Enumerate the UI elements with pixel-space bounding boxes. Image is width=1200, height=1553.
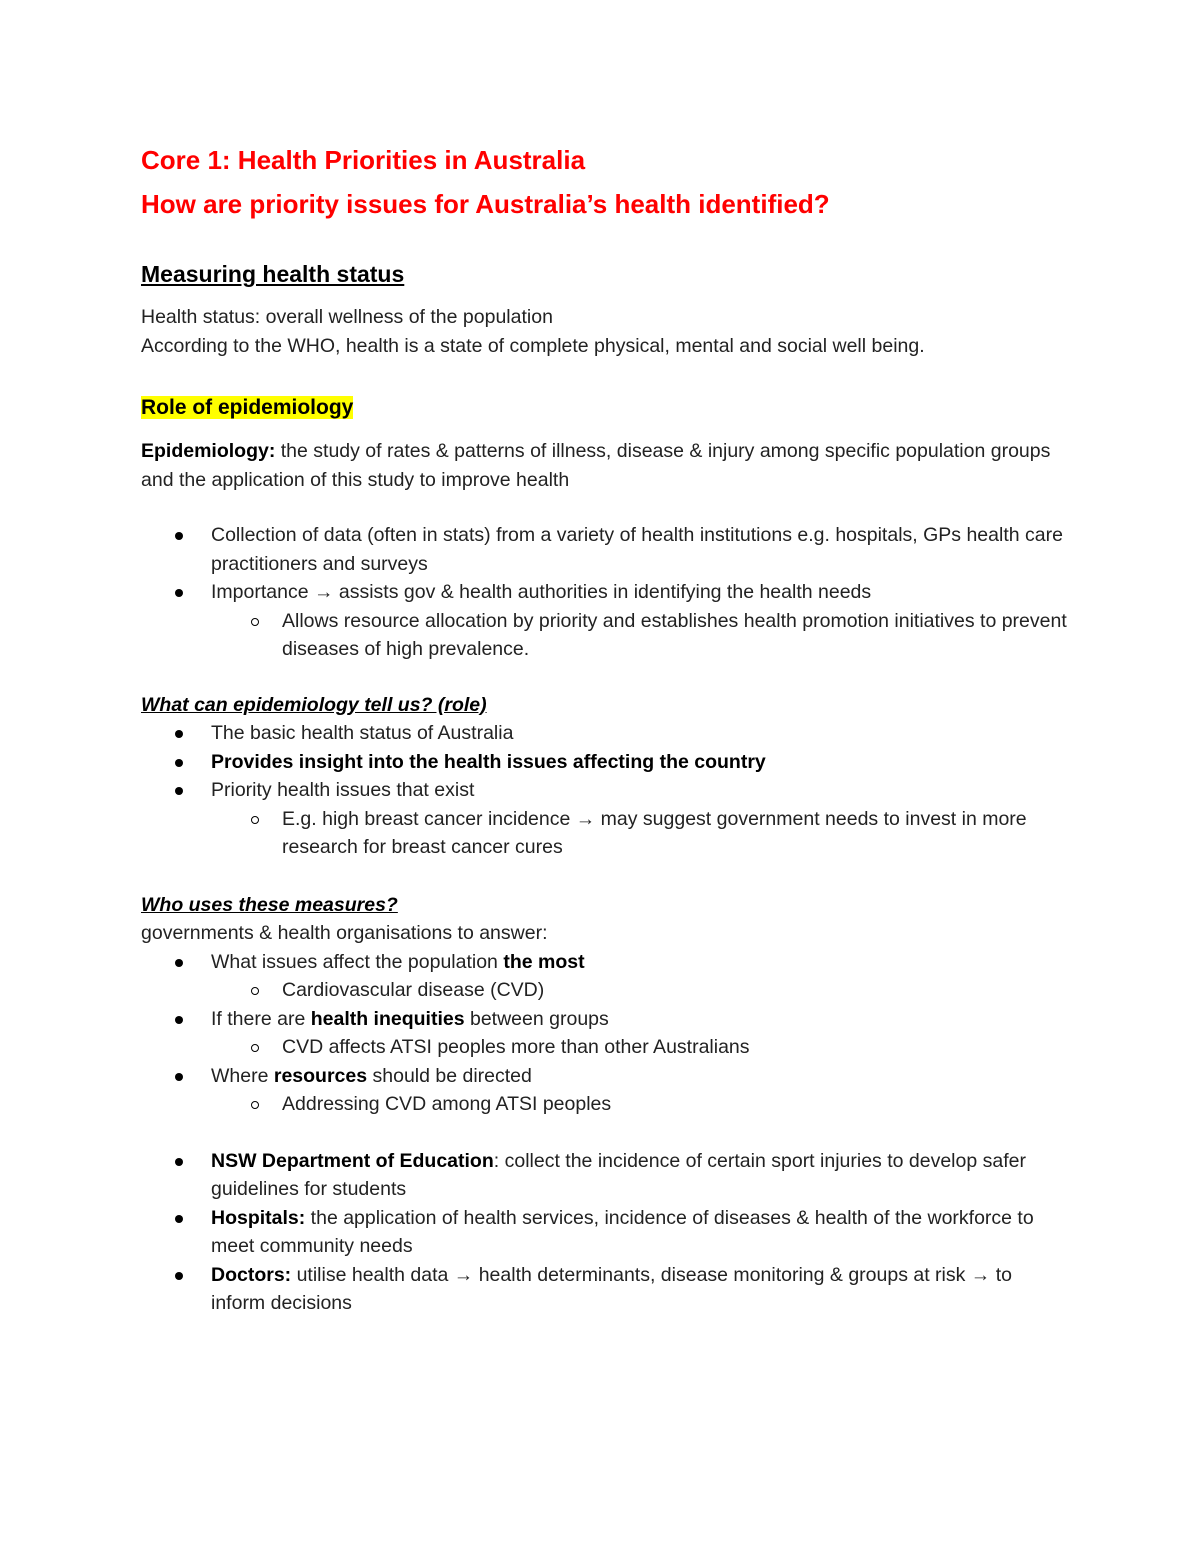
sub-list <box>141 607 1071 664</box>
bullet-icon <box>175 787 183 795</box>
sub-list-item-text: Allows resource allocation by priority and establishes health promotion initiatives to prevent diseases of high prevalence. <box>282 609 1067 660</box>
list-item-text: Importance → assists gov & health authorities in identifying the health needs <box>211 581 872 603</box>
list-item: Hospitals: the application of health services, incidence of diseases & health of the workforce to meet community needs <box>141 1204 1071 1261</box>
sub-list <box>141 1090 1071 1119</box>
list-item-text: Collection of data (often in stats) from a variety of health institutions e.g. hospitals, GPs health care practitioners and surveys <box>211 524 1063 575</box>
list-item: NSW Department of Education: collect the incidence of certain sport injuries to develop safer guidelines for students <box>141 1147 1071 1204</box>
sub-list-item <box>141 805 1071 862</box>
bullet-icon <box>175 532 183 540</box>
paragraph-who-uses-intro: governments & health organisations to answer: <box>141 922 548 944</box>
page-title: Core 1: Health Priorities in Australia <box>141 145 586 175</box>
document-page <box>141 138 1071 1318</box>
sub-list-item <box>141 607 1071 664</box>
sub-list-item-text: E.g. high breast cancer incidence → may suggest government needs to invest in more research for breast cancer cures <box>282 807 1027 858</box>
bullet-icon <box>175 759 183 767</box>
list-item: What issues affect the population the most Cardiovascular disease (CVD) <box>141 948 1071 1005</box>
heading-role-of-epidemiology: Role of epidemiology <box>141 396 354 419</box>
sub-list-item: CVD affects ATSI peoples more than other Australians <box>141 1033 1071 1062</box>
list-item: Where resources should be directed Addressing CVD among ATSI peoples <box>141 1062 1071 1119</box>
list-item <box>141 776 1071 862</box>
list-item-text: Provides insight into the health issues affecting the country <box>211 750 766 773</box>
sub-list <box>141 805 1071 862</box>
page-subtitle: How are priority issues for Australia’s health identified? <box>141 189 830 219</box>
list-item <box>141 521 1071 578</box>
users-bullet-list <box>141 1147 1071 1318</box>
list-item-text: The basic health status of Australia <box>211 722 514 744</box>
bullet-icon <box>175 1215 183 1223</box>
paragraph-health-status: Health status: overall wellness of the population <box>141 306 553 328</box>
sub-list <box>141 976 1071 1005</box>
bullet-icon <box>175 589 183 597</box>
list-item <box>141 719 1071 748</box>
list-item-text: Priority health issues that exist <box>211 779 475 801</box>
epidemiology-bullet-list <box>141 521 1071 664</box>
sub-list <box>141 1033 1071 1062</box>
hollow-bullet-icon <box>251 987 259 995</box>
bullet-icon <box>175 1016 183 1024</box>
list-item: Doctors: utilise health data → health determinants, disease monitoring & groups at risk → to inform decisions <box>141 1261 1071 1318</box>
who-uses-bullet-list <box>141 948 1071 1119</box>
list-item <box>141 748 1071 777</box>
term-epidemiology: Epidemiology: <box>141 440 276 462</box>
paragraph-who-definition: According to the WHO, health is a state of complete physical, mental and social well being. <box>141 334 925 357</box>
heading-what-can-epidemiology-tell-us: What can epidemiology tell us? (role) <box>141 693 487 716</box>
hollow-bullet-icon <box>251 618 259 626</box>
sub-list-item: Cardiovascular disease (CVD) <box>141 976 1071 1005</box>
hollow-bullet-icon <box>251 1101 259 1109</box>
sub-list-item: Addressing CVD among ATSI peoples <box>141 1090 1071 1119</box>
paragraph-epidemiology-definition <box>141 437 1071 494</box>
role-bullet-list <box>141 719 1071 862</box>
bullet-icon <box>175 1073 183 1081</box>
hollow-bullet-icon <box>251 1044 259 1052</box>
bullet-icon <box>175 1158 183 1166</box>
bullet-icon <box>175 730 183 738</box>
list-item <box>141 578 1071 664</box>
bullet-icon <box>175 1272 183 1280</box>
list-item: If there are health inequities between groups CVD affects ATSI peoples more than other Australians <box>141 1005 1071 1062</box>
hollow-bullet-icon <box>251 816 259 824</box>
definition-text: the study of rates & patterns of illness, disease & injury among specific population groups and the application of this study to improve health <box>141 440 1051 491</box>
heading-who-uses-these-measures: Who uses these measures? <box>141 893 398 916</box>
heading-measuring-health-status: Measuring health status <box>141 261 405 287</box>
bullet-icon <box>175 959 183 967</box>
